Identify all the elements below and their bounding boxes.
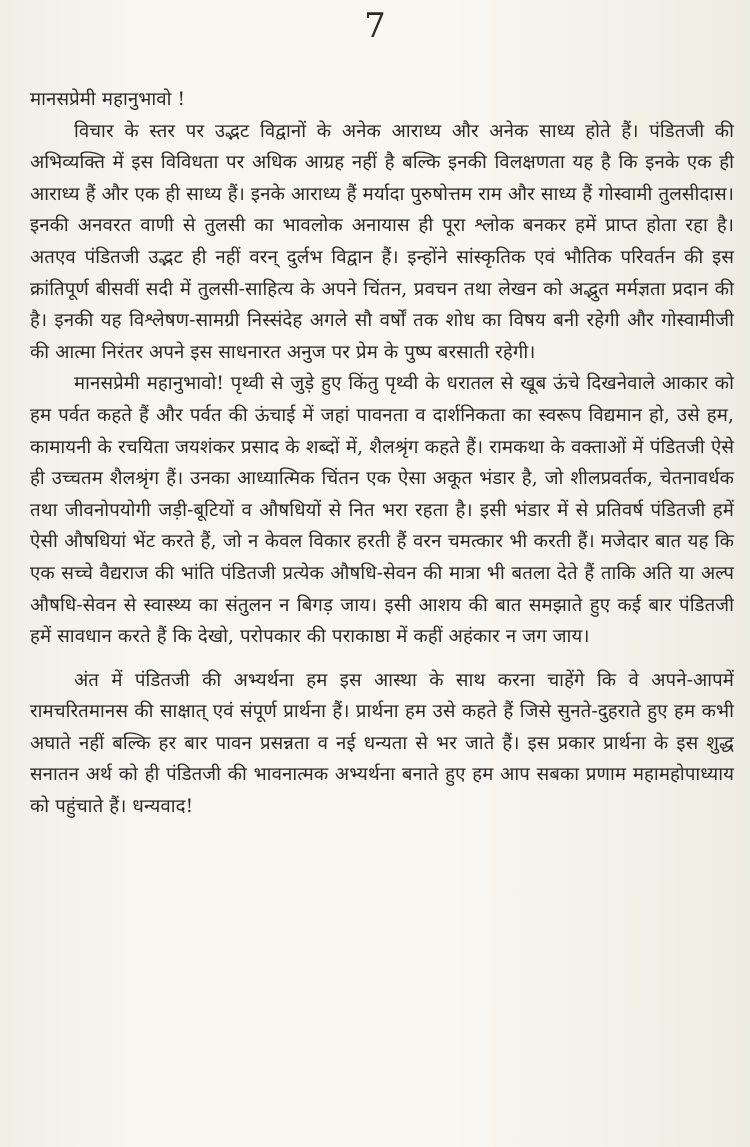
paragraph-3: अंत में पंडितजी की अभ्यर्थना हम इस आस्था के साथ करना चाहेंगे कि वे अपने-आपमें रामचरितमानस की साक्षात् एवं संपूर्ण प्रार्थना हैं। प्रार्थना हम उसे कहते हैं जिसे सुनते-दुहराते हुए हम कभी अघाते नहीं बल्कि हर बार पावन प्रसन्नता व नई धन्यता से भर जाते हैं। इस प्रकार प्रार्थना के इस शुद्ध सनातन अर्थ को ही पंडितजी की भावनात्मक अभ्यर्थना बनाते हुए हम आप सबका प्रणाम महामहोपाध्याय को पहुंचाते हैं। धन्यवाद! bbox=[30, 669, 734, 818]
page-number: 7 bbox=[364, 6, 386, 46]
paragraph-2: मानसप्रेमी महानुभावो! पृथ्वी से जुड़े हुए किंतु पृथ्वी के धरातल से खूब ऊंचे दिखनेवाले आकार को हम पर्वत कहते हैं और पर्वत की ऊंचाई में जहां पावनता व दार्शनिकता का स्वरूप विद्यमान हो, उसे हम, कामायनी के रचयिता जयशंकर प्रसाद के शब्दों में, शैलश्रृंग कहते हैं। रामकथा के वक्ताओं में पंडितजी ऐसे ही उच्चतम शैलश्रृंग हैं। उनका आध्यात्मिक चिंतन एक ऐसा अकूत भंडार है, जो शीलप्रवर्तक, चेतनावर्धक तथा जीवनोपयोगी जड़ी-बूटियों व औषधियों से नित भरा रहता है। इसी भंडार में से प्रतिवर्ष पंडितजी हमें ऐसी औषधियां भेंट करते हैं, जो न केवल विकार हरती हैं वरन चमत्कार भी करती हैं। मजेदार बात यह कि एक सच्चे वैद्यराज की भांति पंडितजी प्रत्येक औषधि-सेवन की मात्रा भी बतला देते हैं ताकि अति या अल्प औषधि-सेवन से स्वास्थ्य का संतुलन न बिगड़ जाय। इसी आशय की बात समझाते हुए कई बार पंडितजी हमें सावधान करते हैं कि देखो, परोपकार की पराकाष्ठा में कहीं अहंकार न जग जाय। bbox=[30, 373, 734, 648]
salutation: मानसप्रेमी महानुभावो ! bbox=[30, 89, 186, 110]
page-body bbox=[30, 84, 734, 823]
paragraph-1: विचार के स्तर पर उद्भट विद्वानों के अनेक आराध्य और अनेक साध्य होते हैं। पंडितजी की अभिव्यक्ति में इस विविधता पर अधिक आग्रह नहीं है बल्कि इनकी विलक्षणता यह है कि इनके एक ही आराध्य हैं और एक ही साध्य हैं। इनके आराध्य हैं मर्यादा पुरुषोत्तम राम और साध्य हैं गोस्वामी तुलसीदास। इनकी अनवरत वाणी से तुलसी का भावलोक अनायास ही पूरा श्लोक बनकर हमें प्राप्त होता रहा है। अतएव पंडितजी उद्भट ही नहीं वरन् दुर्लभ विद्वान हैं। इन्होंने सांस्कृतिक एवं भौतिक परिवर्तन की इस क्रांतिपूर्ण बीसवीं सदी में तुलसी-साहित्य के अपने चिंतन, प्रवचन तथा लेखन को अद्भुत मर्मज्ञता प्रदान की है। इनकी यह विश्लेषण-सामग्री निस्संदेह अगले सौ वर्षों तक शोध का विषय बनी रहेगी और गोस्वामीजी की आत्मा निरंतर अपने इस साधनारत अनुज पर प्रेम के पुष्प बरसाती रहेगी। bbox=[30, 120, 735, 363]
